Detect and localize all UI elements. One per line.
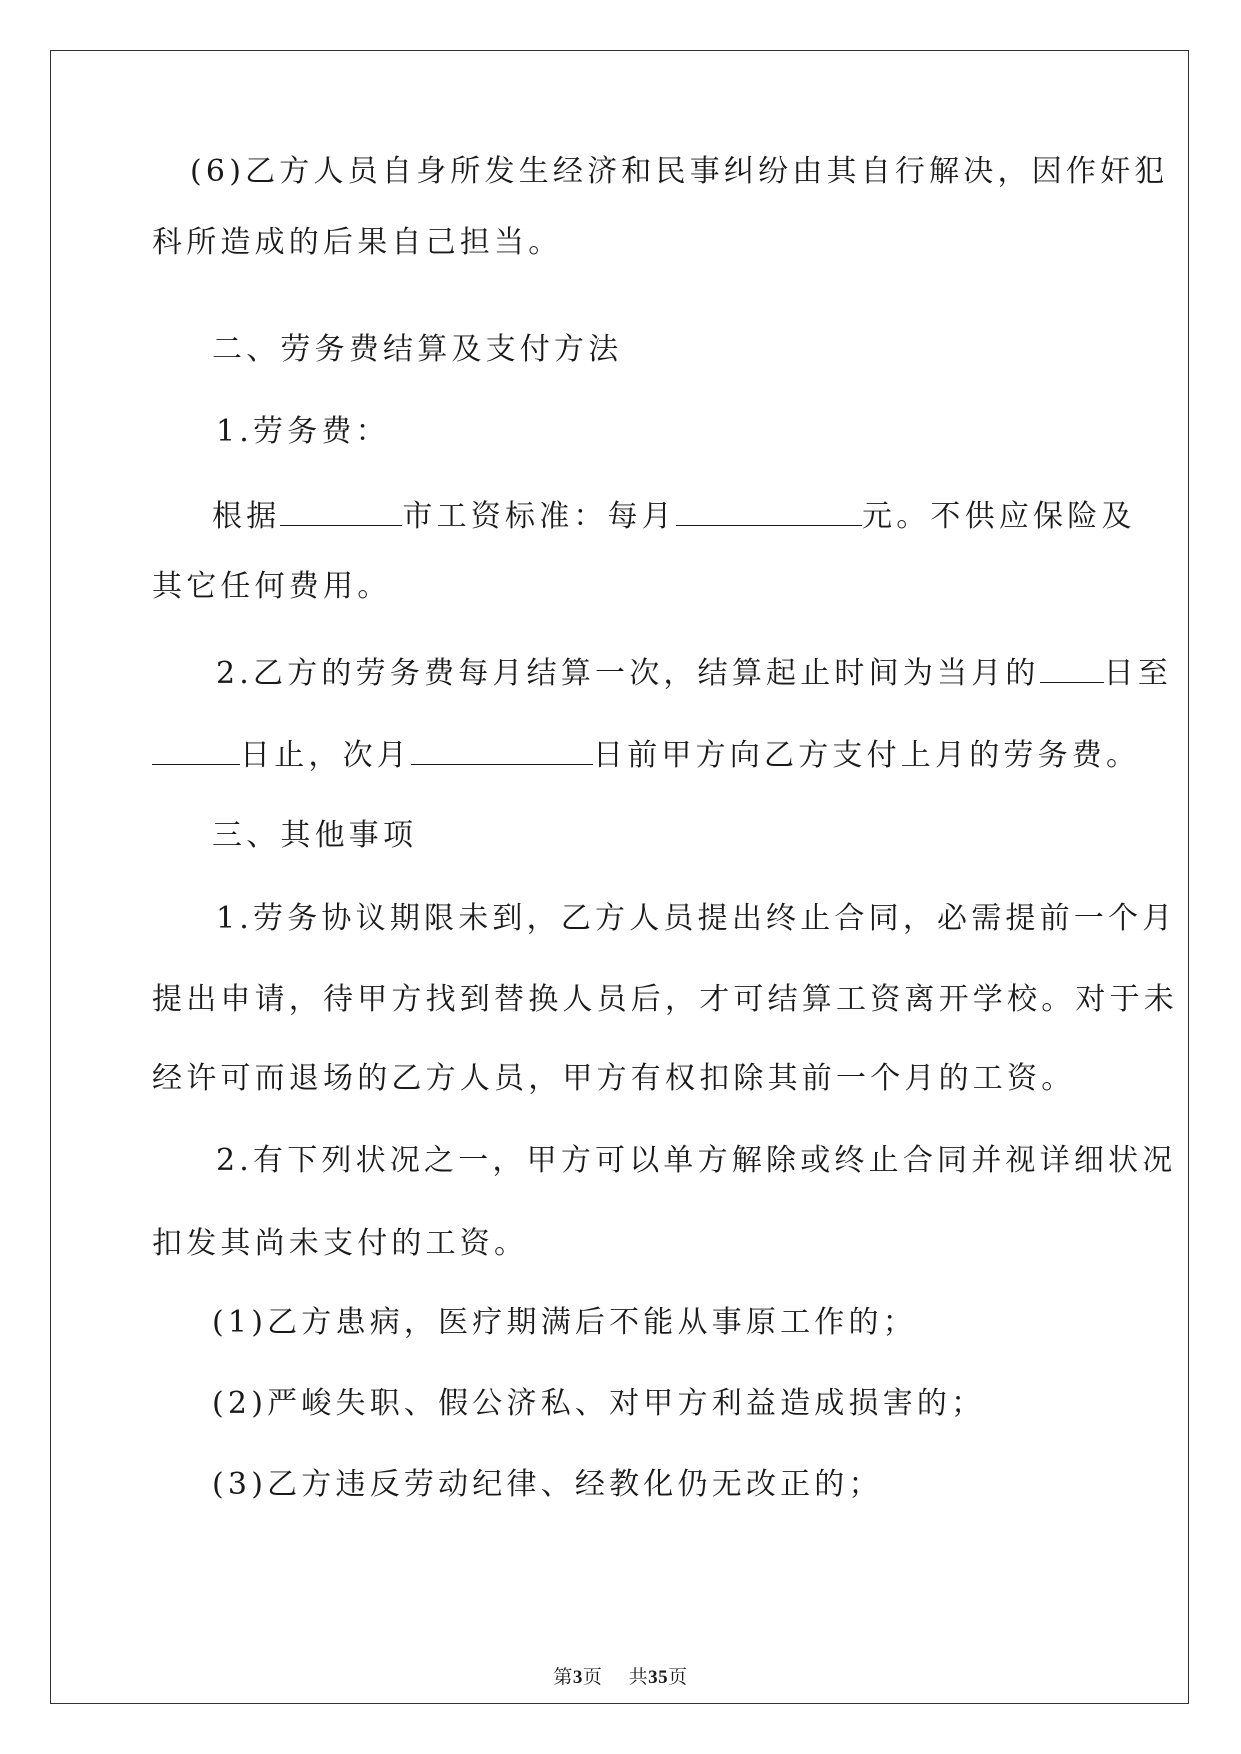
text: 科所造成的后果自己担当。 — [152, 225, 563, 260]
page-border — [50, 50, 1189, 1704]
text: (6)乙方人员自身所发生经济和民事纠纷由其自行解决，因作奸犯 — [190, 154, 1169, 189]
text: 元。不供应保险及 — [862, 499, 1136, 534]
paragraph-line — [152, 499, 1136, 534]
list-item — [152, 1305, 1092, 1340]
text: (1)乙方患病，医疗期满后不能从事原工作的； — [212, 1305, 917, 1340]
blank-line — [1040, 656, 1104, 683]
text: (3)乙方违反劳动纪律、经教化仍无改正的； — [212, 1467, 883, 1502]
paragraph-line — [152, 901, 1177, 936]
blank-line — [411, 738, 593, 765]
heading-text: 三、其他事项 — [212, 818, 418, 853]
list-item — [152, 1467, 1092, 1502]
paragraph-line — [152, 414, 1092, 449]
section-heading — [152, 332, 1092, 367]
paragraph-line — [152, 656, 1173, 691]
footer-middle: 页 共 — [582, 1666, 649, 1688]
paragraph-line — [152, 738, 1141, 773]
paragraph-line — [152, 1143, 1177, 1178]
text: 日至 — [1103, 656, 1173, 691]
text: 1.劳务协议期限未到，乙方人员提出终止合同，必需提前一个月 — [216, 901, 1177, 936]
paragraph-line — [152, 1226, 1092, 1261]
text: 日止，次月 — [240, 738, 411, 773]
heading-text: 二、劳务费结算及支付方法 — [212, 332, 623, 367]
blank-line — [152, 738, 240, 765]
section-heading — [152, 818, 1092, 853]
text: 市工资标准：每月 — [402, 499, 677, 534]
text: 其它任何费用。 — [152, 569, 392, 604]
blank-line — [280, 499, 402, 526]
page-footer — [0, 1662, 1241, 1689]
text: 2.乙方的劳务费每月结算一次，结算起止时间为当月的 — [216, 656, 1040, 691]
footer-suffix: 页 — [668, 1666, 688, 1688]
paragraph-line — [152, 154, 1169, 189]
text: (2)严峻失职、假公济私、对甲方利益造成损害的； — [212, 1386, 986, 1421]
paragraph-line — [152, 225, 1092, 260]
paragraph-line — [152, 1061, 1092, 1096]
blank-line — [676, 499, 862, 526]
text: 2.有下列状况之一，甲方可以单方解除或终止合同并视详细状况 — [216, 1143, 1177, 1178]
text: 提出申请，待甲方找到替换人员后，才可结算工资离开学校。对于未 — [152, 982, 1178, 1017]
list-item — [152, 1386, 1092, 1421]
total-pages: 35 — [648, 1667, 669, 1688]
text: 扣发其尚未支付的工资。 — [152, 1226, 529, 1261]
text: 经许可而退场的乙方人员，甲方有权扣除其前一个月的工资。 — [152, 1061, 1076, 1096]
paragraph-line — [152, 569, 1092, 604]
page-number: 3 — [572, 1667, 583, 1688]
text: 1.劳务费： — [216, 414, 390, 449]
text: 日前甲方向乙方支付上月的劳务费。 — [593, 738, 1141, 773]
text: 根据 — [212, 499, 281, 534]
paragraph-line — [152, 982, 1178, 1017]
footer-prefix: 第 — [553, 1666, 573, 1688]
